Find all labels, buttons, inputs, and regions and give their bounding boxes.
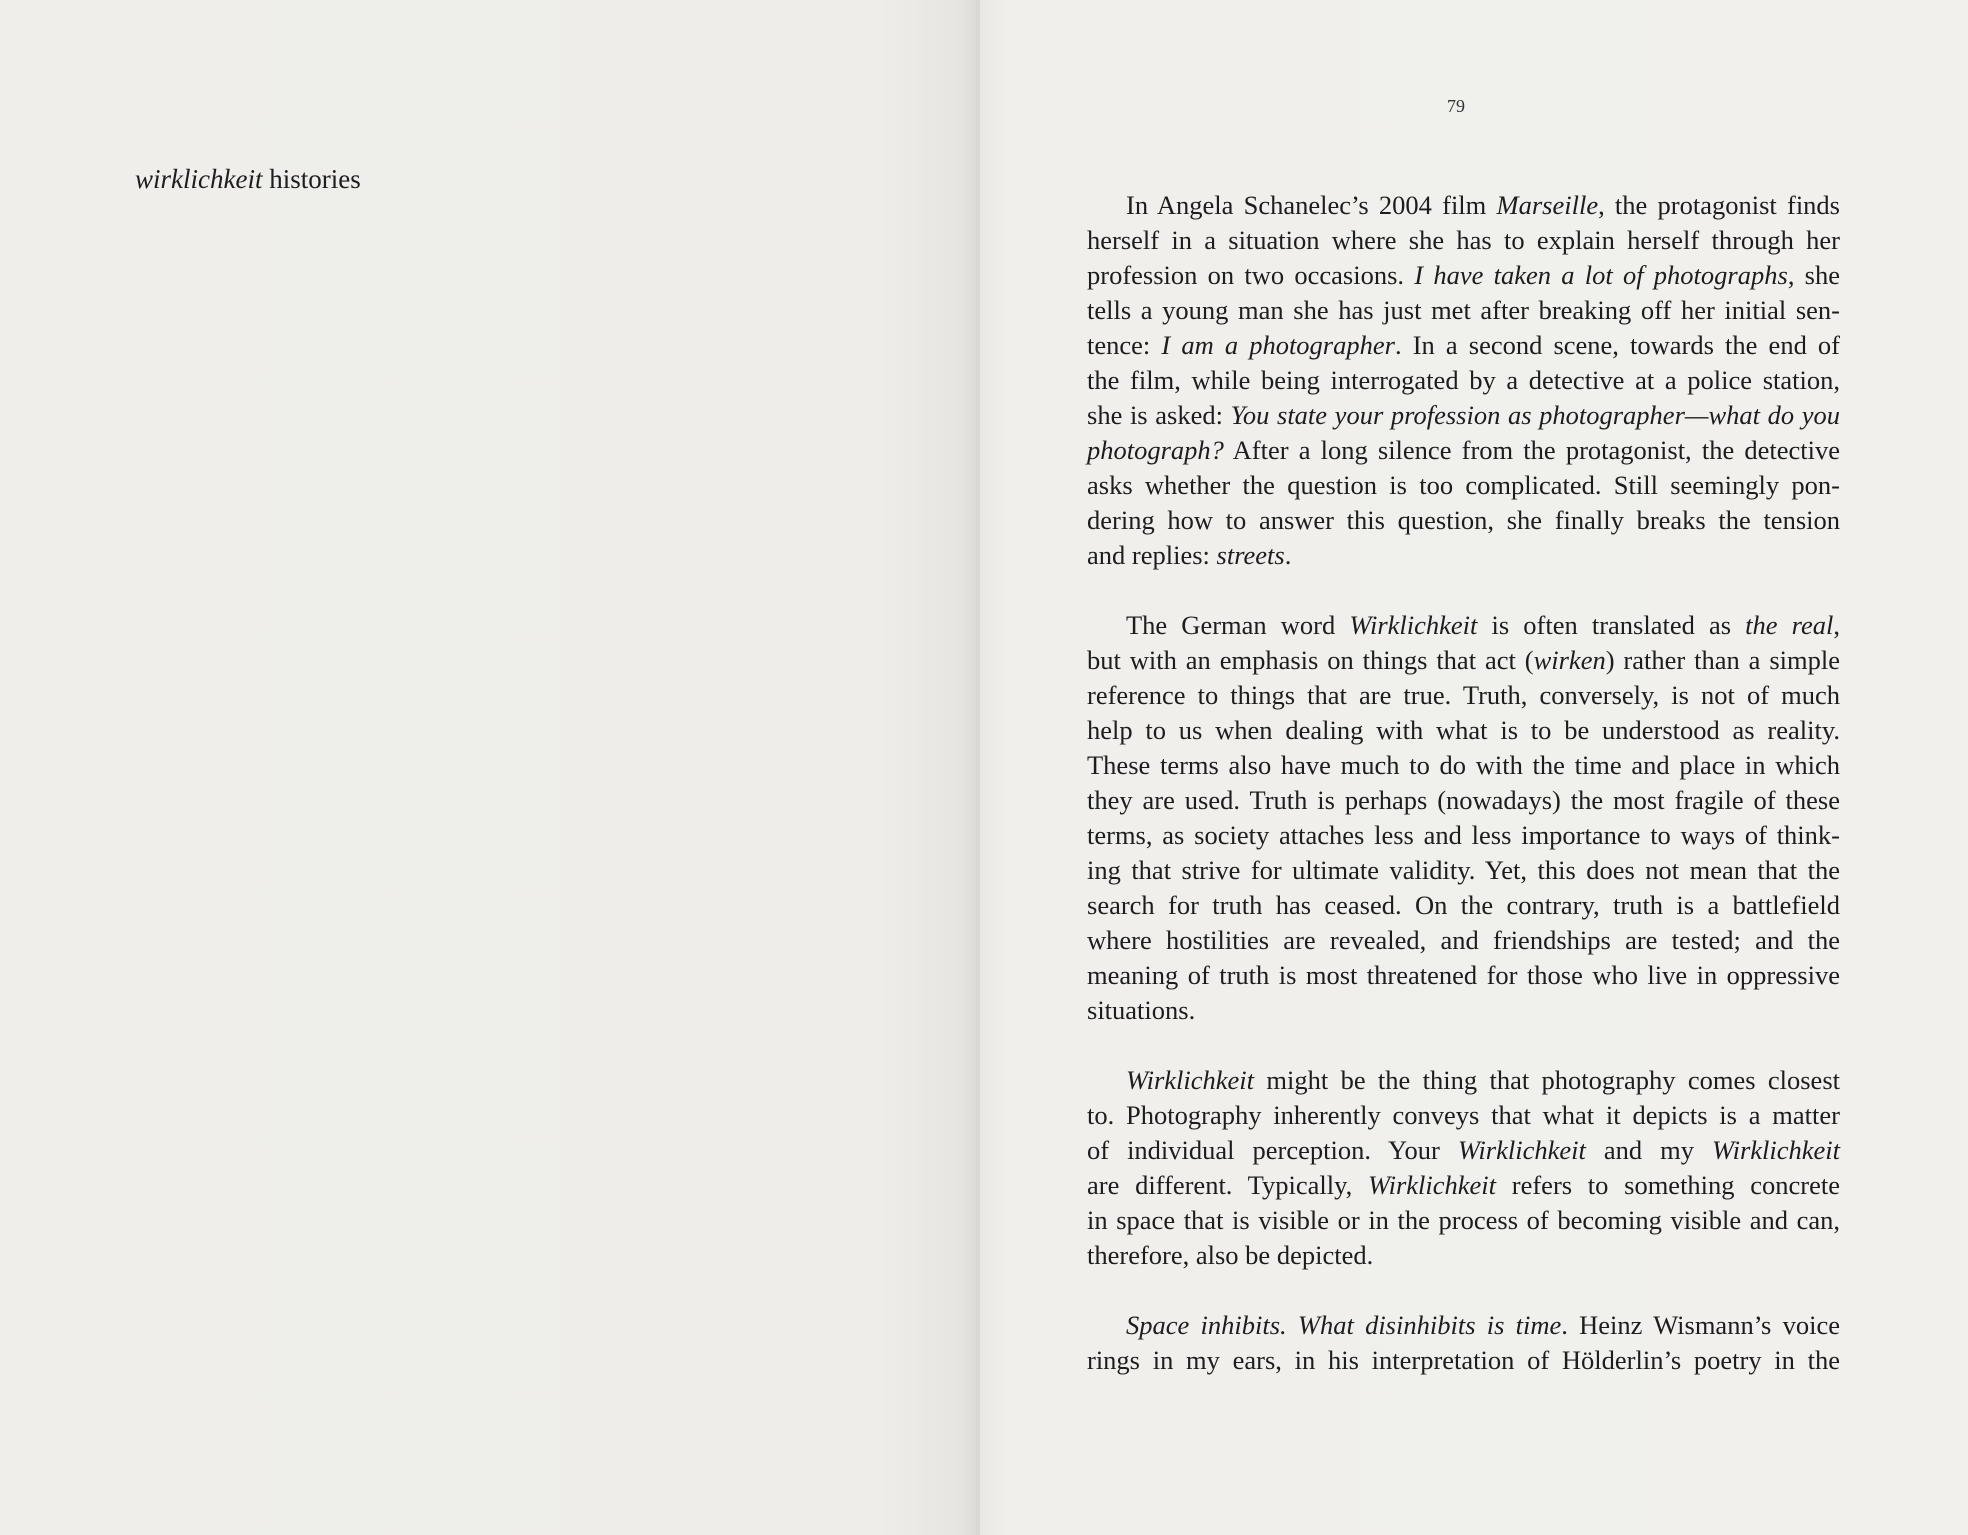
left-page: [0, 0, 978, 1535]
text-line: [1087, 1098, 1840, 1133]
text-line: [1087, 713, 1840, 748]
text-line: [1087, 1168, 1840, 1203]
text-line: [1087, 468, 1840, 503]
text-line: [1087, 853, 1840, 888]
italic-text: wirken: [1533, 645, 1606, 675]
text-line: [1087, 293, 1840, 328]
italic-text: streets: [1216, 540, 1285, 570]
text-segment: to. Photography inherently conveys that what it depicts is a matter: [1087, 1100, 1840, 1130]
italic-text: Wirklichkeit: [1457, 1135, 1586, 1165]
text-segment: rings in my ears, in his interpretation of Hölderlin’s poetry in the: [1087, 1345, 1840, 1375]
body-text: [1087, 188, 1840, 1413]
text-segment: they are used. Truth is perhaps (nowadays) the most fragile of these: [1087, 785, 1840, 815]
italic-text: Wirklichkeit: [1126, 1065, 1255, 1095]
text-segment: refers to something concrete: [1496, 1170, 1840, 1200]
italic-text: the real: [1745, 610, 1834, 640]
text-segment: are different. Typically,: [1087, 1170, 1368, 1200]
text-segment: the film, while being interrogated by a detective at a police station,: [1087, 365, 1840, 395]
text-segment: asks whether the question is too complicated. Still seemingly pon-: [1087, 470, 1840, 500]
paragraph: [1087, 1063, 1840, 1273]
text-line: [1087, 783, 1840, 818]
text-line: [1087, 1238, 1840, 1273]
text-line: [1087, 328, 1840, 363]
text-segment: might be the thing that photography comes closest: [1254, 1065, 1840, 1095]
text-segment: , the protagonist finds: [1598, 190, 1840, 220]
text-segment: dering how to answer this question, she finally breaks the tension: [1087, 505, 1840, 535]
text-segment: search for truth has ceased. On the contrary, truth is a battlefield: [1087, 890, 1840, 920]
text-line: [1087, 1133, 1840, 1168]
text-line: [1087, 1203, 1840, 1238]
text-line: [1087, 538, 1840, 573]
text-line: [1087, 608, 1840, 643]
text-line: [1087, 678, 1840, 713]
text-segment: she is asked:: [1087, 400, 1231, 430]
text-segment: ,: [1833, 610, 1840, 640]
text-segment: . In a second scene, towards the end of: [1394, 330, 1841, 360]
italic-text: I have taken a lot of photographs: [1414, 260, 1788, 290]
paragraph: [1087, 608, 1840, 1028]
text-segment: meaning of truth is most threatened for those who live in oppressive: [1087, 960, 1840, 990]
text-segment: In Angela Schanelec’s 2004 film: [1126, 190, 1497, 220]
text-line: [1087, 1343, 1840, 1378]
italic-text: Marseille: [1496, 190, 1599, 220]
text-line: [1087, 923, 1840, 958]
text-segment: of individual perception. Your: [1087, 1135, 1458, 1165]
text-line: [1087, 748, 1840, 783]
text-segment: , she: [1787, 260, 1841, 290]
text-segment: and my: [1585, 1135, 1712, 1165]
text-line: [1087, 188, 1840, 223]
paragraph: [1087, 1308, 1840, 1378]
italic-text: Wirklichkeit: [1368, 1170, 1497, 1200]
text-line: [1087, 503, 1840, 538]
text-segment: The German word: [1126, 610, 1350, 640]
text-segment: help to us when dealing with what is to be understood as reality.: [1087, 715, 1840, 745]
text-line: [1087, 818, 1840, 853]
italic-text: photograph?: [1087, 435, 1224, 465]
text-segment: herself in a situation where she has to explain herself through her: [1087, 225, 1840, 255]
text-line: [1087, 888, 1840, 923]
text-segment: .: [1284, 540, 1292, 570]
text-segment: After a long silence from the protagonist, the detective: [1223, 435, 1840, 465]
text-segment: . Heinz Wismann’s voice: [1561, 1310, 1841, 1340]
italic-text: I am a photographer: [1161, 330, 1395, 360]
text-segment: and replies:: [1087, 540, 1217, 570]
italic-text: Wirklichkeit: [1711, 1135, 1841, 1165]
text-line: [1087, 1063, 1840, 1098]
text-segment: ) rather than a simple: [1605, 645, 1840, 675]
text-segment: tence:: [1087, 330, 1162, 360]
italic-text: Space inhibits. What disinhibits is time: [1126, 1310, 1562, 1340]
running-head: [135, 162, 361, 196]
text-line: [1087, 958, 1840, 993]
text-segment: but with an emphasis on things that act (: [1087, 645, 1534, 675]
italic-text: You state your profession as photographer—what do you: [1230, 400, 1840, 430]
text-segment: ing that strive for ultimate validity. Yet, this does not mean that the: [1087, 855, 1840, 885]
text-segment: situations.: [1087, 995, 1196, 1025]
text-line: [1087, 223, 1840, 258]
text-line: [1087, 643, 1840, 678]
text-segment: terms, as society attaches less and less importance to ways of think-: [1087, 820, 1840, 850]
paragraph: [1087, 188, 1840, 573]
text-line: [1087, 258, 1840, 293]
running-head-italic: wirklichkeit: [135, 164, 263, 194]
text-segment: reference to things that are true. Truth, conversely, is not of much: [1087, 680, 1840, 710]
page-number: 79: [1447, 96, 1465, 116]
text-segment: is often translated as: [1477, 610, 1746, 640]
text-line: [1087, 1308, 1840, 1343]
text-segment: therefore, also be depicted.: [1087, 1240, 1374, 1270]
text-segment: where hostilities are revealed, and friendships are tested; and the: [1087, 925, 1840, 955]
text-segment: These terms also have much to do with the time and place in which: [1087, 750, 1840, 780]
text-line: [1087, 363, 1840, 398]
text-line: [1087, 993, 1840, 1028]
text-segment: in space that is visible or in the process of becoming visible and can,: [1087, 1205, 1840, 1235]
text-line: [1087, 398, 1840, 433]
italic-text: Wirklichkeit: [1349, 610, 1478, 640]
text-line: [1087, 433, 1840, 468]
text-segment: profession on two occasions.: [1087, 260, 1415, 290]
text-segment: tells a young man she has just met after breaking off her initial sen-: [1087, 295, 1840, 325]
running-head-regular: histories: [262, 164, 361, 194]
